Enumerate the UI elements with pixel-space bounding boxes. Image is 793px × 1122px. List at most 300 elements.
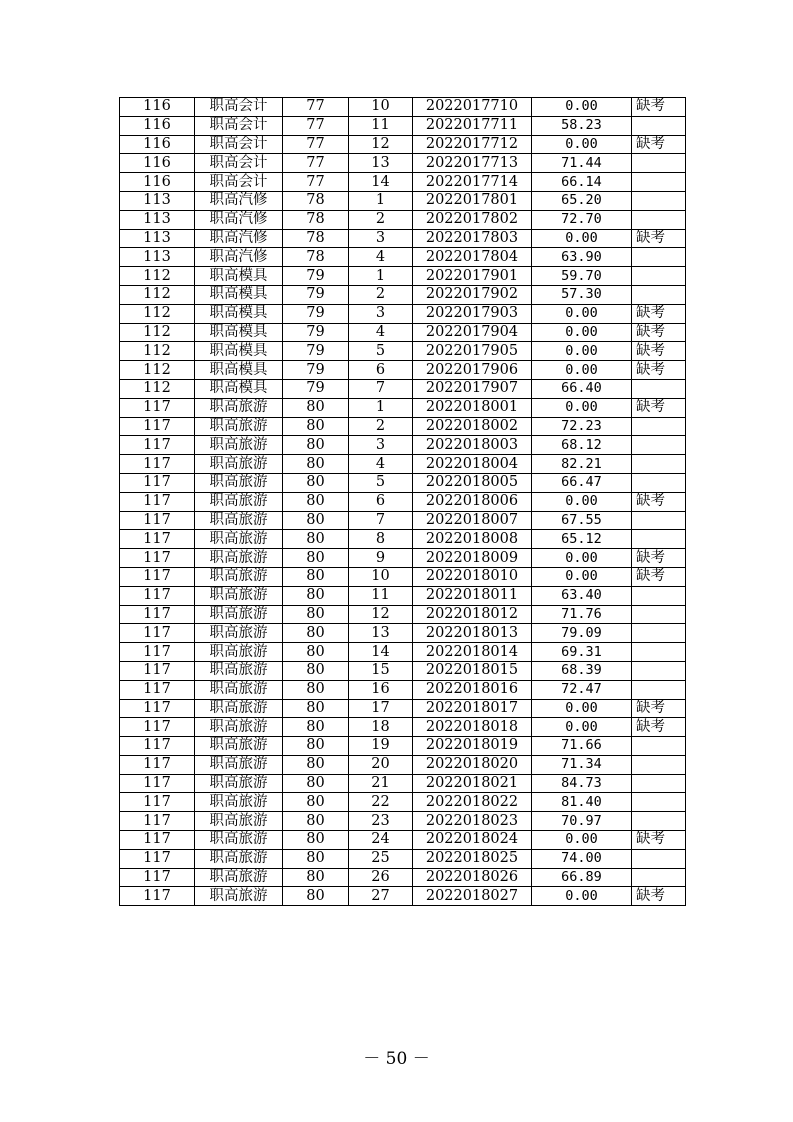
note-cell — [632, 285, 686, 304]
table-row — [120, 567, 686, 586]
note-cell — [632, 586, 686, 605]
exam-room-cell: 80 — [283, 398, 349, 417]
score-cell: 71.44 — [532, 154, 632, 173]
ticket-number-cell: 2022017904 — [413, 323, 532, 342]
school-code-cell: 117 — [120, 661, 195, 680]
score-cell: 71.66 — [532, 737, 632, 756]
table-body — [120, 98, 686, 906]
note-cell — [632, 379, 686, 398]
note-cell: 缺考 — [632, 135, 686, 154]
exam-room-cell: 79 — [283, 304, 349, 323]
school-code-cell: 117 — [120, 624, 195, 643]
seat-cell: 11 — [349, 116, 413, 135]
seat-cell: 4 — [349, 323, 413, 342]
table-row — [120, 643, 686, 662]
seat-cell: 7 — [349, 379, 413, 398]
score-cell: 72.23 — [532, 417, 632, 436]
table-row — [120, 248, 686, 267]
note-cell — [632, 605, 686, 624]
table-row — [120, 154, 686, 173]
exam-room-cell: 80 — [283, 530, 349, 549]
school-code-cell: 113 — [120, 229, 195, 248]
major-cell: 职高旅游 — [195, 661, 283, 680]
school-code-cell: 117 — [120, 436, 195, 455]
exam-room-cell: 78 — [283, 191, 349, 210]
note-cell — [632, 267, 686, 286]
table-row — [120, 342, 686, 361]
school-code-cell: 117 — [120, 586, 195, 605]
seat-cell: 26 — [349, 868, 413, 887]
school-code-cell: 117 — [120, 831, 195, 850]
major-cell: 职高旅游 — [195, 868, 283, 887]
major-cell: 职高模具 — [195, 342, 283, 361]
note-cell — [632, 191, 686, 210]
seat-cell: 21 — [349, 774, 413, 793]
school-code-cell: 117 — [120, 868, 195, 887]
note-cell — [632, 173, 686, 192]
school-code-cell: 117 — [120, 718, 195, 737]
school-code-cell: 112 — [120, 361, 195, 380]
school-code-cell: 117 — [120, 511, 195, 530]
major-cell: 职高汽修 — [195, 191, 283, 210]
school-code-cell: 117 — [120, 605, 195, 624]
seat-cell: 6 — [349, 492, 413, 511]
exam-room-cell: 77 — [283, 98, 349, 117]
note-cell — [632, 774, 686, 793]
ticket-number-cell: 2022018025 — [413, 849, 532, 868]
exam-room-cell: 79 — [283, 323, 349, 342]
major-cell: 职高模具 — [195, 285, 283, 304]
school-code-cell: 117 — [120, 849, 195, 868]
major-cell: 职高旅游 — [195, 793, 283, 812]
school-code-cell: 112 — [120, 379, 195, 398]
seat-cell: 27 — [349, 887, 413, 906]
score-cell: 0.00 — [532, 323, 632, 342]
table-row — [120, 379, 686, 398]
school-code-cell: 113 — [120, 191, 195, 210]
score-cell: 72.70 — [532, 210, 632, 229]
seat-cell: 2 — [349, 285, 413, 304]
score-cell: 0.00 — [532, 98, 632, 117]
school-code-cell: 117 — [120, 530, 195, 549]
note-cell: 缺考 — [632, 567, 686, 586]
major-cell: 职高旅游 — [195, 831, 283, 850]
major-cell: 职高旅游 — [195, 643, 283, 662]
seat-cell: 23 — [349, 812, 413, 831]
table-row — [120, 98, 686, 117]
ticket-number-cell: 2022017903 — [413, 304, 532, 323]
exam-room-cell: 80 — [283, 661, 349, 680]
table-row — [120, 831, 686, 850]
score-cell: 57.30 — [532, 285, 632, 304]
table-row — [120, 173, 686, 192]
table-row — [120, 135, 686, 154]
major-cell: 职高旅游 — [195, 417, 283, 436]
table-row — [120, 229, 686, 248]
ticket-number-cell: 2022017905 — [413, 342, 532, 361]
major-cell: 职高汽修 — [195, 210, 283, 229]
major-cell: 职高旅游 — [195, 849, 283, 868]
school-code-cell: 112 — [120, 267, 195, 286]
score-cell: 68.12 — [532, 436, 632, 455]
table-row — [120, 549, 686, 568]
ticket-number-cell: 2022018026 — [413, 868, 532, 887]
school-code-cell: 117 — [120, 680, 195, 699]
ticket-number-cell: 2022017902 — [413, 285, 532, 304]
note-cell — [632, 624, 686, 643]
note-cell: 缺考 — [632, 398, 686, 417]
score-cell: 0.00 — [532, 304, 632, 323]
ticket-number-cell: 2022017714 — [413, 173, 532, 192]
table-row — [120, 473, 686, 492]
score-cell: 82.21 — [532, 455, 632, 474]
exam-room-cell: 79 — [283, 379, 349, 398]
note-cell — [632, 868, 686, 887]
ticket-number-cell: 2022018004 — [413, 455, 532, 474]
exam-room-cell: 80 — [283, 755, 349, 774]
table-row — [120, 605, 686, 624]
school-code-cell: 112 — [120, 342, 195, 361]
note-cell — [632, 737, 686, 756]
ticket-number-cell: 2022017801 — [413, 191, 532, 210]
exam-room-cell: 80 — [283, 643, 349, 662]
exam-room-cell: 77 — [283, 154, 349, 173]
seat-cell: 10 — [349, 567, 413, 586]
ticket-number-cell: 2022018022 — [413, 793, 532, 812]
table-row — [120, 661, 686, 680]
score-cell: 0.00 — [532, 887, 632, 906]
exam-room-cell: 80 — [283, 887, 349, 906]
exam-room-cell: 80 — [283, 737, 349, 756]
school-code-cell: 116 — [120, 98, 195, 117]
score-cell: 68.39 — [532, 661, 632, 680]
note-cell — [632, 473, 686, 492]
seat-cell: 16 — [349, 680, 413, 699]
ticket-number-cell: 2022018006 — [413, 492, 532, 511]
ticket-number-cell: 2022018021 — [413, 774, 532, 793]
major-cell: 职高旅游 — [195, 812, 283, 831]
ticket-number-cell: 2022018008 — [413, 530, 532, 549]
note-cell: 缺考 — [632, 304, 686, 323]
major-cell: 职高旅游 — [195, 774, 283, 793]
major-cell: 职高旅游 — [195, 755, 283, 774]
score-cell: 71.34 — [532, 755, 632, 774]
table-row — [120, 755, 686, 774]
note-cell — [632, 436, 686, 455]
seat-cell: 7 — [349, 511, 413, 530]
note-cell — [632, 793, 686, 812]
major-cell: 职高旅游 — [195, 680, 283, 699]
exam-room-cell: 80 — [283, 868, 349, 887]
seat-cell: 1 — [349, 191, 413, 210]
ticket-number-cell: 2022018010 — [413, 567, 532, 586]
seat-cell: 22 — [349, 793, 413, 812]
exam-room-cell: 78 — [283, 229, 349, 248]
page-number: － 50 － — [363, 1049, 430, 1069]
score-cell: 0.00 — [532, 342, 632, 361]
score-cell: 0.00 — [532, 718, 632, 737]
seat-cell: 12 — [349, 605, 413, 624]
table-row — [120, 511, 686, 530]
note-cell — [632, 116, 686, 135]
seat-cell: 25 — [349, 849, 413, 868]
major-cell: 职高模具 — [195, 304, 283, 323]
score-cell: 0.00 — [532, 831, 632, 850]
score-cell: 67.55 — [532, 511, 632, 530]
table-row — [120, 887, 686, 906]
score-cell: 59.70 — [532, 267, 632, 286]
school-code-cell: 117 — [120, 567, 195, 586]
major-cell: 职高汽修 — [195, 229, 283, 248]
note-cell: 缺考 — [632, 323, 686, 342]
seat-cell: 13 — [349, 624, 413, 643]
score-cell: 65.20 — [532, 191, 632, 210]
note-cell — [632, 643, 686, 662]
ticket-number-cell: 2022018023 — [413, 812, 532, 831]
exam-room-cell: 79 — [283, 285, 349, 304]
major-cell: 职高旅游 — [195, 511, 283, 530]
major-cell: 职高会计 — [195, 116, 283, 135]
table-row — [120, 210, 686, 229]
seat-cell: 24 — [349, 831, 413, 850]
exam-room-cell: 80 — [283, 455, 349, 474]
score-cell: 72.47 — [532, 680, 632, 699]
seat-cell: 14 — [349, 173, 413, 192]
major-cell: 职高会计 — [195, 154, 283, 173]
seat-cell: 15 — [349, 661, 413, 680]
school-code-cell: 117 — [120, 549, 195, 568]
note-cell — [632, 661, 686, 680]
major-cell: 职高模具 — [195, 379, 283, 398]
seat-cell: 20 — [349, 755, 413, 774]
seat-cell: 1 — [349, 398, 413, 417]
table-row — [120, 699, 686, 718]
ticket-number-cell: 2022018024 — [413, 831, 532, 850]
note-cell — [632, 417, 686, 436]
ticket-number-cell: 2022017804 — [413, 248, 532, 267]
ticket-number-cell: 2022017802 — [413, 210, 532, 229]
major-cell: 职高旅游 — [195, 530, 283, 549]
seat-cell: 12 — [349, 135, 413, 154]
table-row — [120, 868, 686, 887]
major-cell: 职高旅游 — [195, 473, 283, 492]
seat-cell: 18 — [349, 718, 413, 737]
ticket-number-cell: 2022018020 — [413, 755, 532, 774]
ticket-number-cell: 2022018009 — [413, 549, 532, 568]
exam-room-cell: 80 — [283, 549, 349, 568]
ticket-number-cell: 2022017712 — [413, 135, 532, 154]
ticket-number-cell: 2022018013 — [413, 624, 532, 643]
exam-room-cell: 79 — [283, 267, 349, 286]
score-cell: 63.40 — [532, 586, 632, 605]
exam-room-cell: 80 — [283, 812, 349, 831]
table-row — [120, 680, 686, 699]
seat-cell: 4 — [349, 248, 413, 267]
score-cell: 0.00 — [532, 492, 632, 511]
score-cell: 65.12 — [532, 530, 632, 549]
major-cell: 职高旅游 — [195, 455, 283, 474]
school-code-cell: 112 — [120, 304, 195, 323]
school-code-cell: 113 — [120, 248, 195, 267]
note-cell — [632, 530, 686, 549]
note-cell — [632, 755, 686, 774]
ticket-number-cell: 2022017803 — [413, 229, 532, 248]
note-cell: 缺考 — [632, 492, 686, 511]
ticket-number-cell: 2022018002 — [413, 417, 532, 436]
seat-cell: 1 — [349, 267, 413, 286]
note-cell: 缺考 — [632, 98, 686, 117]
seat-cell: 3 — [349, 304, 413, 323]
score-cell: 0.00 — [532, 229, 632, 248]
note-cell: 缺考 — [632, 361, 686, 380]
table-row — [120, 774, 686, 793]
seat-cell: 2 — [349, 210, 413, 229]
major-cell: 职高旅游 — [195, 718, 283, 737]
ticket-number-cell: 2022018007 — [413, 511, 532, 530]
major-cell: 职高模具 — [195, 323, 283, 342]
table-row — [120, 267, 686, 286]
table-row — [120, 586, 686, 605]
school-code-cell: 117 — [120, 774, 195, 793]
exam-room-cell: 77 — [283, 173, 349, 192]
major-cell: 职高旅游 — [195, 549, 283, 568]
exam-room-cell: 79 — [283, 361, 349, 380]
seat-cell: 9 — [349, 549, 413, 568]
school-code-cell: 117 — [120, 455, 195, 474]
major-cell: 职高旅游 — [195, 398, 283, 417]
ticket-number-cell: 2022018018 — [413, 718, 532, 737]
ticket-number-cell: 2022018016 — [413, 680, 532, 699]
major-cell: 职高旅游 — [195, 605, 283, 624]
exam-room-cell: 80 — [283, 586, 349, 605]
ticket-number-cell: 2022018027 — [413, 887, 532, 906]
seat-cell: 5 — [349, 473, 413, 492]
score-table — [119, 97, 686, 906]
score-cell: 0.00 — [532, 398, 632, 417]
note-cell: 缺考 — [632, 887, 686, 906]
table-row — [120, 304, 686, 323]
exam-room-cell: 79 — [283, 342, 349, 361]
table-row — [120, 191, 686, 210]
ticket-number-cell: 2022018014 — [413, 643, 532, 662]
seat-cell: 3 — [349, 229, 413, 248]
exam-room-cell: 78 — [283, 210, 349, 229]
score-cell: 66.14 — [532, 173, 632, 192]
seat-cell: 19 — [349, 737, 413, 756]
score-cell: 69.31 — [532, 643, 632, 662]
seat-cell: 13 — [349, 154, 413, 173]
table-row — [120, 718, 686, 737]
ticket-number-cell: 2022017907 — [413, 379, 532, 398]
note-cell: 缺考 — [632, 718, 686, 737]
exam-room-cell: 80 — [283, 680, 349, 699]
school-code-cell: 117 — [120, 755, 195, 774]
note-cell: 缺考 — [632, 229, 686, 248]
school-code-cell: 116 — [120, 135, 195, 154]
note-cell: 缺考 — [632, 831, 686, 850]
school-code-cell: 112 — [120, 285, 195, 304]
table-row — [120, 455, 686, 474]
school-code-cell: 117 — [120, 492, 195, 511]
score-cell: 66.89 — [532, 868, 632, 887]
school-code-cell: 116 — [120, 154, 195, 173]
table-row — [120, 812, 686, 831]
score-cell: 0.00 — [532, 549, 632, 568]
school-code-cell: 117 — [120, 737, 195, 756]
school-code-cell: 117 — [120, 643, 195, 662]
table-row — [120, 417, 686, 436]
table-row — [120, 285, 686, 304]
exam-room-cell: 80 — [283, 624, 349, 643]
ticket-number-cell: 2022017711 — [413, 116, 532, 135]
score-cell: 74.00 — [532, 849, 632, 868]
note-cell — [632, 812, 686, 831]
ticket-number-cell: 2022018003 — [413, 436, 532, 455]
table-row — [120, 849, 686, 868]
table-row — [120, 361, 686, 380]
major-cell: 职高模具 — [195, 361, 283, 380]
ticket-number-cell: 2022017901 — [413, 267, 532, 286]
score-cell: 66.40 — [532, 379, 632, 398]
table-row — [120, 530, 686, 549]
exam-room-cell: 78 — [283, 248, 349, 267]
exam-room-cell: 80 — [283, 417, 349, 436]
school-code-cell: 116 — [120, 116, 195, 135]
seat-cell: 4 — [349, 455, 413, 474]
seat-cell: 10 — [349, 98, 413, 117]
major-cell: 职高旅游 — [195, 436, 283, 455]
exam-room-cell: 80 — [283, 492, 349, 511]
school-code-cell: 113 — [120, 210, 195, 229]
seat-cell: 14 — [349, 643, 413, 662]
ticket-number-cell: 2022018015 — [413, 661, 532, 680]
major-cell: 职高汽修 — [195, 248, 283, 267]
school-code-cell: 117 — [120, 398, 195, 417]
seat-cell: 8 — [349, 530, 413, 549]
ticket-number-cell: 2022017906 — [413, 361, 532, 380]
ticket-number-cell: 2022018011 — [413, 586, 532, 605]
table-row — [120, 436, 686, 455]
exam-room-cell: 80 — [283, 793, 349, 812]
note-cell — [632, 511, 686, 530]
note-cell — [632, 248, 686, 267]
score-cell: 84.73 — [532, 774, 632, 793]
score-cell: 63.90 — [532, 248, 632, 267]
exam-room-cell: 80 — [283, 849, 349, 868]
note-cell: 缺考 — [632, 342, 686, 361]
school-code-cell: 117 — [120, 793, 195, 812]
school-code-cell: 117 — [120, 473, 195, 492]
major-cell: 职高旅游 — [195, 492, 283, 511]
exam-room-cell: 80 — [283, 567, 349, 586]
exam-room-cell: 80 — [283, 699, 349, 718]
major-cell: 职高旅游 — [195, 887, 283, 906]
major-cell: 职高旅游 — [195, 699, 283, 718]
score-cell: 0.00 — [532, 567, 632, 586]
seat-cell: 2 — [349, 417, 413, 436]
exam-room-cell: 80 — [283, 774, 349, 793]
exam-room-cell: 80 — [283, 605, 349, 624]
seat-cell: 17 — [349, 699, 413, 718]
note-cell — [632, 680, 686, 699]
school-code-cell: 117 — [120, 812, 195, 831]
major-cell: 职高旅游 — [195, 586, 283, 605]
ticket-number-cell: 2022017710 — [413, 98, 532, 117]
note-cell — [632, 210, 686, 229]
ticket-number-cell: 2022018019 — [413, 737, 532, 756]
score-cell: 0.00 — [532, 699, 632, 718]
score-cell: 58.23 — [532, 116, 632, 135]
